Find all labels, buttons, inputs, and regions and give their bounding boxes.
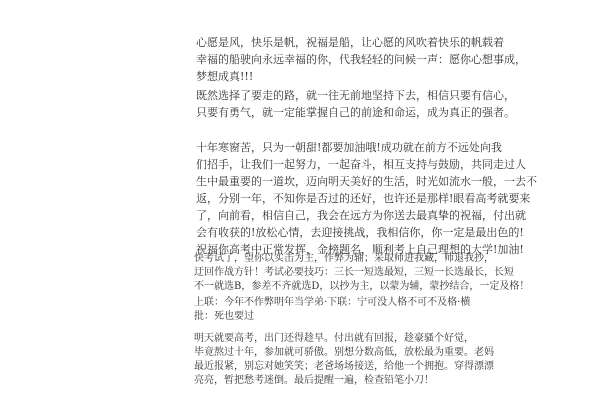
text-line: 心愿是风，快乐是帆，祝福是船，让心愿的风吹着快乐的帆载着 (196, 36, 504, 49)
text-line: 上联：今年不作弊明年当学弟·下联：宁可没人格不可不及格·横 (194, 297, 471, 308)
text-line: 最近报紧，别忘对她笑笑；老爸场场接送，给他一个拥抱。穿得漂漂 (194, 361, 494, 372)
text-line: 迂回作战方针！考试必要技巧：三长一短选最短，三短一长选最长，长短 (194, 267, 514, 278)
paragraph-exam-tips (174, 252, 530, 294)
paragraph-ten-years (174, 139, 537, 258)
text-line: 返，分别一年，不知你是否过的还好，也许还是那样!眼看高考就要来 (196, 192, 531, 205)
paragraph-persistence (174, 87, 515, 121)
paragraph-wish-blessing (174, 34, 526, 85)
text-line: 梦想成真!!! (196, 70, 254, 83)
text-line: 只要有勇气，就一定能掌握自己的前途和命运，成为真正的强者。 (196, 106, 515, 119)
text-line: 快考试了，望你以实击为主，作弊为辅；采取师进我藏，师退我抄， (194, 253, 494, 264)
text-line: 了，向前看，相信自己，我会在远方为你送去最真挚的祝福，付出就 (196, 209, 526, 222)
text-line: 不一就选B，参差不齐就选D，以抄为主，以蒙为辅，蒙抄结合，一定及格！ (194, 281, 530, 292)
text-line: 批：死也要过 (194, 311, 254, 322)
text-line: 十年寒窗苦，只为一朝甜!都要加油哦!成功就在前方不远处向我 (196, 141, 502, 154)
paragraph-exam-tomorrow (174, 332, 494, 388)
paragraph-couplet (174, 296, 471, 324)
text-line: 幸福的船驶向永远幸福的你，代我轻轻的问候一声：愿你心想事成， (196, 53, 526, 66)
text-line: 祝福你高考中正常发挥，金榜题名，顺利考上自己理想的大学!加油! (196, 243, 524, 256)
text-line: 会有收获的!放松心情，去迎接挑战，我相信你，你一定是最出色的! (196, 226, 524, 239)
text-line: 们招手，让我们一起努力，一起奋斗，相互支持与鼓励，共同走过人 (196, 158, 526, 171)
text-line: 生中最重要的一道坎，迈向明天美好的生活，时光如流水一般，一去不 (196, 175, 537, 188)
text-line: 明天就要高考，出门还得趁早。付出就有回报，趁豪骚个好觉， (194, 333, 474, 344)
text-line: 毕竟熬过十年，参加就可骄傲。别想分数高低，放松最为重要。老妈 (194, 347, 494, 358)
text-line: 既然选择了要走的路，就一往无前地坚持下去，相信只要有信心， (196, 89, 515, 102)
text-line: 亮亮，暂把愁考迷倒。最后提醒一遍，检查铅笔小刀！ (194, 375, 434, 386)
